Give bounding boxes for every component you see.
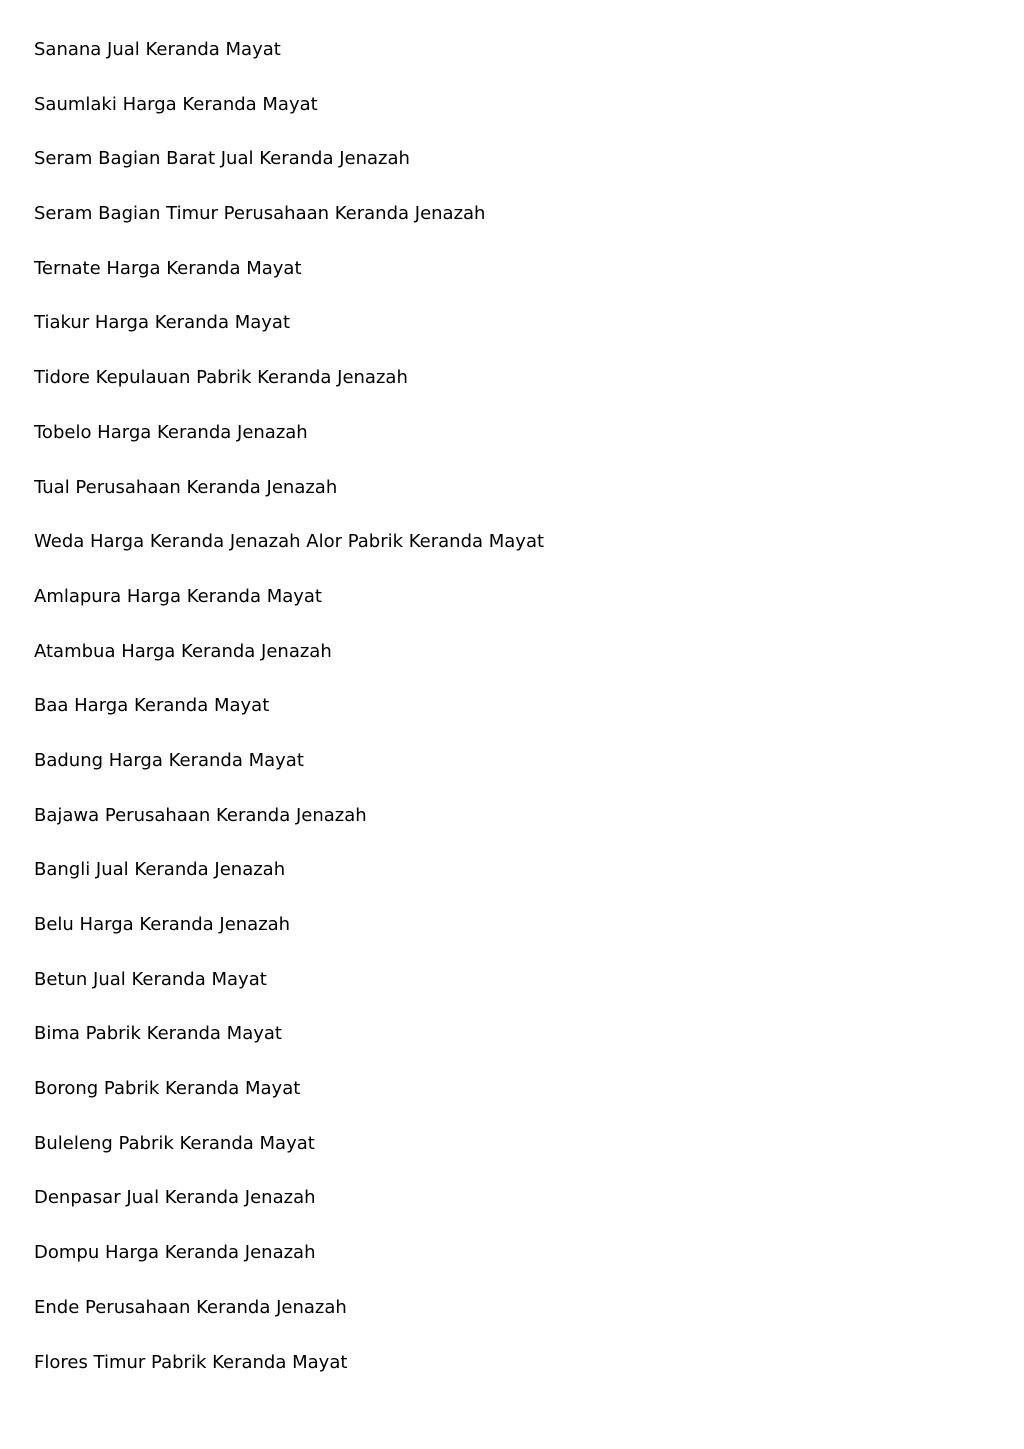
text-line: Dompu Harga Keranda Jenazah — [34, 1242, 316, 1264]
text-line: Bima Pabrik Keranda Mayat — [34, 1023, 282, 1045]
text-line: Bangli Jual Keranda Jenazah — [34, 859, 286, 881]
text-line: Tual Perusahaan Keranda Jenazah — [34, 476, 338, 498]
text-line: Saumlaki Harga Keranda Mayat — [34, 93, 318, 115]
text-line: Seram Bagian Barat Jual Keranda Jenazah — [34, 148, 410, 170]
text-line: Baa Harga Keranda Mayat — [34, 695, 270, 717]
text-line: Flores Timur Pabrik Keranda Mayat — [34, 1351, 348, 1373]
text-line: Badung Harga Keranda Mayat — [34, 749, 304, 771]
document-body — [34, 36, 990, 1403]
text-line: Ternate Harga Keranda Mayat — [34, 257, 302, 279]
text-line: Borong Pabrik Keranda Mayat — [34, 1078, 301, 1100]
text-line: Tobelo Harga Keranda Jenazah — [34, 421, 308, 443]
text-line: Bajawa Perusahaan Keranda Jenazah — [34, 804, 367, 826]
text-line: Tiakur Harga Keranda Mayat — [34, 312, 290, 334]
text-line: Betun Jual Keranda Mayat — [34, 968, 267, 990]
text-line: Tidore Kepulauan Pabrik Keranda Jenazah — [34, 367, 408, 389]
text-line: Weda Harga Keranda Jenazah Alor Pabrik Keranda Mayat — [34, 531, 545, 553]
text-line: Belu Harga Keranda Jenazah — [34, 914, 291, 935]
text-line: Buleleng Pabrik Keranda Mayat — [34, 1132, 315, 1154]
text-line: Amlapura Harga Keranda Mayat — [34, 585, 322, 607]
text-line: Denpasar Jual Keranda Jenazah — [34, 1187, 316, 1209]
text-line: Ende Perusahaan Keranda Jenazah — [34, 1296, 347, 1318]
text-line: Atambua Harga Keranda Jenazah — [34, 640, 332, 662]
text-line: Seram Bagian Timur Perusahaan Keranda Jenazah — [34, 203, 486, 225]
text-line: Sanana Jual Keranda Mayat — [34, 39, 281, 60]
